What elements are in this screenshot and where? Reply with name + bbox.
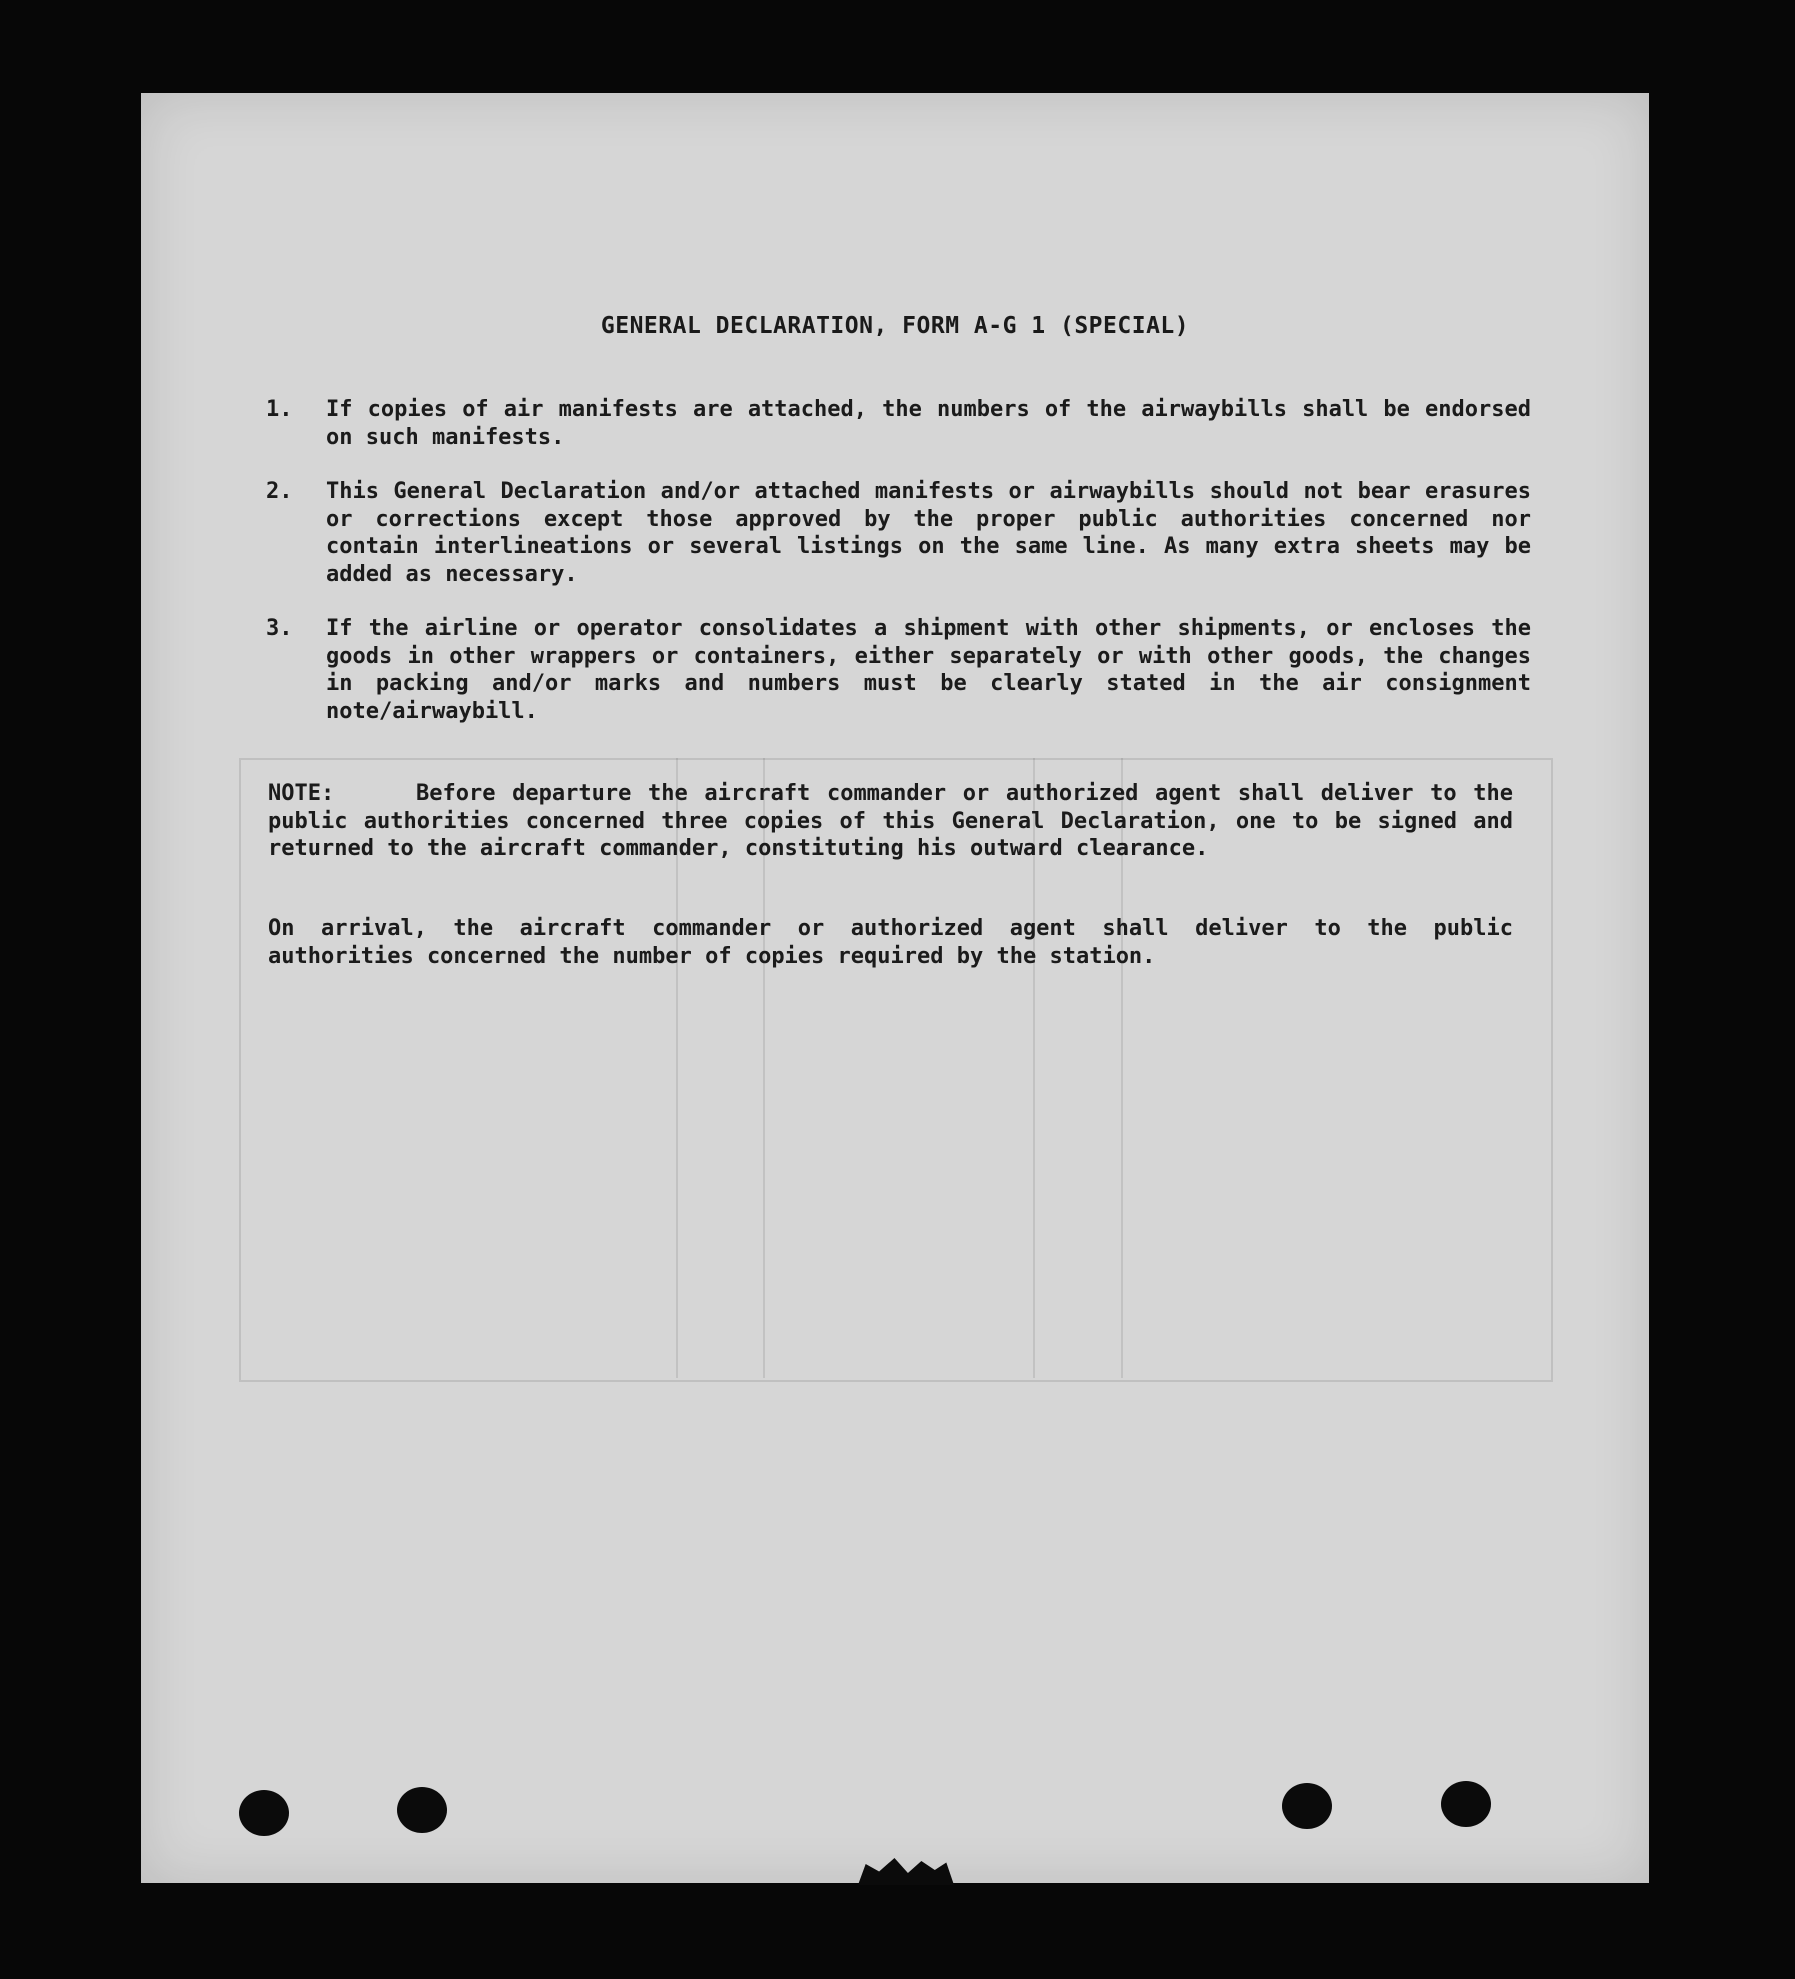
item-number: 2. xyxy=(266,479,293,504)
item-text: This General Declaration and/or attached manifests or airwaybills should not bear erasures or corrections except those approved by the proper public authorities concerned nor contain interlineations or several listings on the same line. As many extra sheets may be added as necessary. xyxy=(326,479,1531,587)
arrival-paragraph: On arrival, the aircraft commander or authorized agent shall deliver to the public authorities concerned the number of copies required by the station. xyxy=(268,916,1513,969)
punch-hole xyxy=(1282,1783,1332,1829)
document-page xyxy=(141,93,1649,1883)
item-number: 3. xyxy=(266,616,293,641)
punch-hole xyxy=(397,1787,447,1833)
note-text: Before departure the aircraft commander or authorized agent shall deliver to the public authorities concerned three copies of this General Declaration, one to be signed and returned to the aircraft commander, constituting his outward clearance. xyxy=(268,781,1513,861)
item-text: If the airline or operator consolidates a shipment with other shipments, or encloses the goods in other wrappers or containers, either separately or with other goods, the changes in packing and/or marks and numbers must be clearly stated in the air consignment note/airwaybill. xyxy=(326,616,1531,724)
punch-hole xyxy=(1441,1781,1491,1827)
note-label: NOTE: xyxy=(268,781,335,806)
item-number: 1. xyxy=(266,397,293,422)
instruction-item-1 xyxy=(266,396,1531,451)
document-title: GENERAL DECLARATION, FORM A-G 1 (SPECIAL) xyxy=(600,313,1190,339)
instruction-item-3 xyxy=(266,615,1531,725)
punch-hole xyxy=(239,1790,289,1836)
item-text: If copies of air manifests are attached, the numbers of the airwaybills shall be endorsed on such manifests. xyxy=(326,397,1531,450)
instruction-item-2 xyxy=(266,478,1531,588)
note-paragraph xyxy=(268,780,1513,863)
